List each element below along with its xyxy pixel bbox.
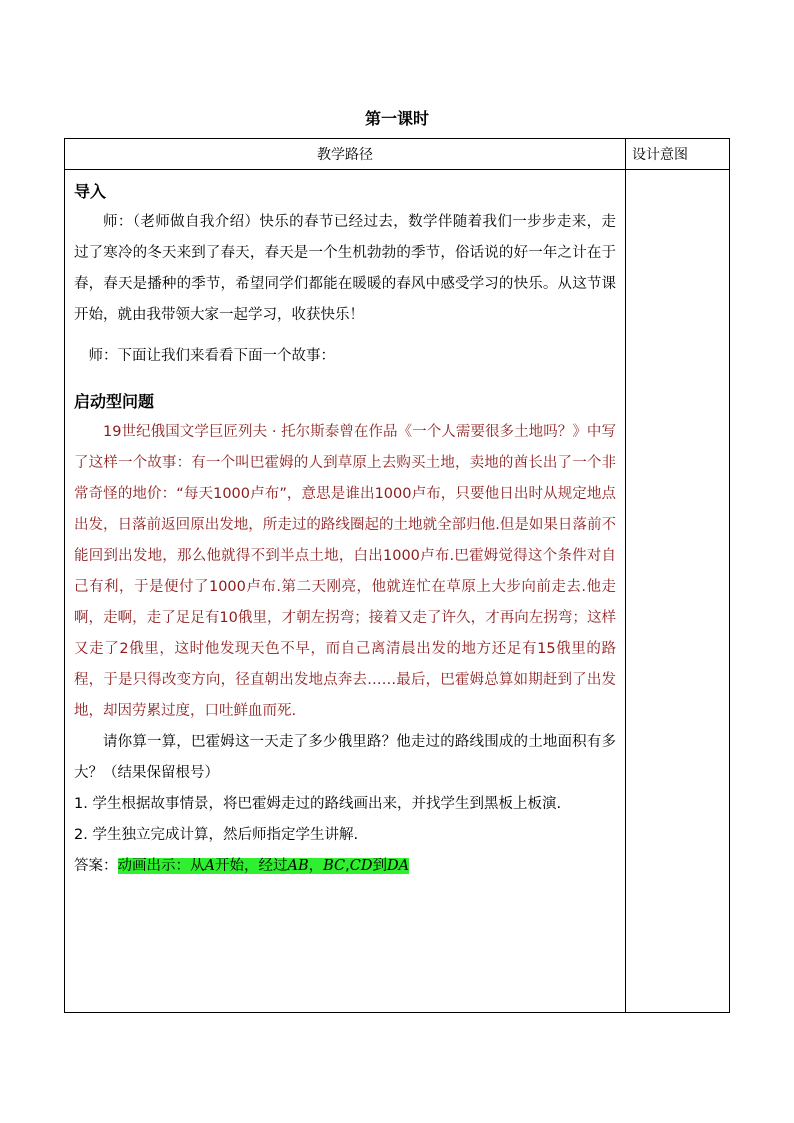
teaching-path-cell xyxy=(65,170,626,1013)
page-title: 第一课时 xyxy=(364,109,429,128)
answer-line xyxy=(74,851,616,882)
problem-heading: 启动型问题 xyxy=(74,392,155,411)
step-2: 2. 学生独立完成计算，然后师指定学生讲解. xyxy=(74,827,359,843)
step-1: 1. 学生根据故事情景，将巴霍姆走过的路线画出来，并找学生到黑板上板演. xyxy=(74,796,562,812)
table-body-row xyxy=(65,170,730,1013)
answer-highlight: 动画出示：从A开始，经过AB，BC,CD到DA xyxy=(117,858,410,874)
column-header-teaching-path: 教学路径 xyxy=(65,139,626,170)
column-header-design-intent: 设计意图 xyxy=(626,139,730,170)
lesson-plan-table xyxy=(64,138,730,1013)
intro-transition: 师：下面让我们来看看下面一个故事： xyxy=(88,348,335,364)
design-intent-cell xyxy=(626,170,730,1013)
story-paragraph: 19世纪俄国文学巨匠列夫 · 托尔斯泰曾在作品《一个人需要很多土地吗？》中写了这样一个故事：有一个叫巴霍姆的人到草原上去购买土地，卖地的酋长出了一个非常奇怪的地价：“每天1000卢布”，意思是谁出1000卢布，只要他日出时从规定地点出发，日落前返回原出发地，所走过的路线圈起的土地就全部归他.但是如果日落前不能回到出发地，那么他就得不到半点土地，白出1000卢布.巴霍姆觉得这个条件对自己有利，于是便付了1000卢布.第二天刚亮，他就连忙在草原上大步向前走去.他走啊，走啊，走了足足有10俄里，才朝左拐弯；接着又走了许久，才再向左拐弯；这样又走了2俄里，这时他发现天色不早，而自己离清晨出发的地方还足有15俄里的路程，于是只得改变方向，径直朝出发地点奔去……最后，巴霍姆总算如期赶到了出发地，却因劳累过度，口吐鲜血而死. xyxy=(74,424,616,719)
answer-label: 答案： xyxy=(74,858,118,874)
intro-heading: 导入 xyxy=(74,182,107,201)
table-header-row xyxy=(65,139,730,170)
question-paragraph: 请你算一算，巴霍姆这一天走了多少俄里路？他走过的路线围成的土地面积有多大？（结果保留根号） xyxy=(74,734,616,781)
intro-paragraph: 师：（老师做自我介绍）快乐的春节已经过去，数学伴随着我们一步步走来，走过了寒冷的冬天来到了春天，春天是一个生机勃勃的季节，俗话说的好一年之计在于春，春天是播种的季节，希望同学们都能在暖暖的春风中感受学习的快乐。从这节课开始，就由我带领大家一起学习，收获快乐！ xyxy=(74,214,616,323)
